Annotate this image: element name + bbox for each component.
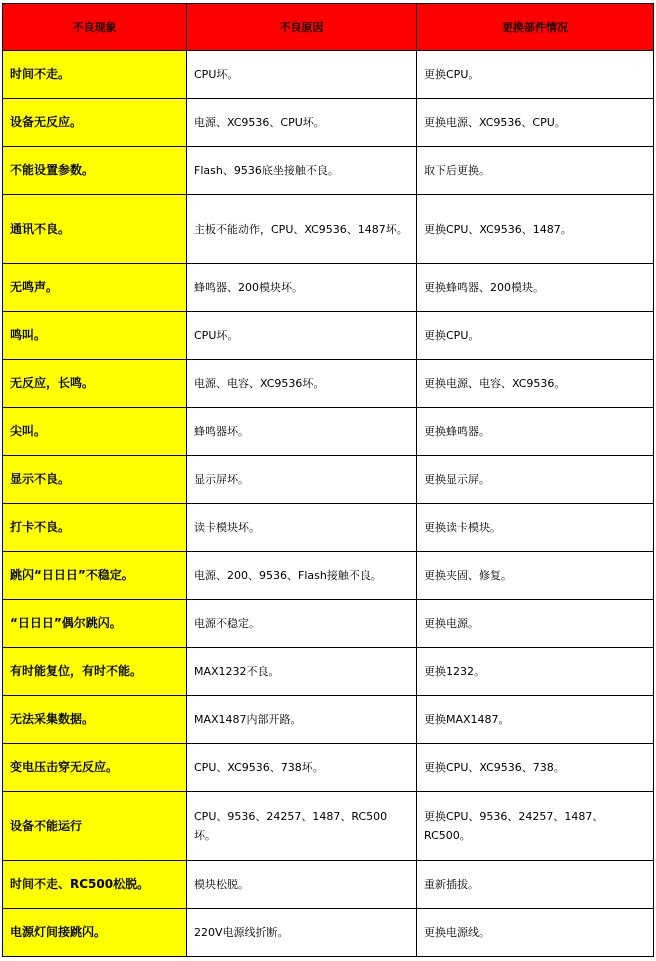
fix-cell: 更换CPU。 [417,51,654,99]
symptom-cell: 跳闪“日日日”不稳定。 [3,552,187,600]
table-row [3,408,654,456]
fix-cell: 更换蜂鸣器、200模块。 [417,264,654,312]
table-row [3,51,654,99]
table-row [3,147,654,195]
symptom-cell: 鸣叫。 [3,312,187,360]
cause-cell: CPU、XC9536、738坏。 [187,744,417,792]
fix-cell: 更换电源线。 [417,909,654,957]
symptom-cell: 无鸣声。 [3,264,187,312]
cause-cell: 220V电源线折断。 [187,909,417,957]
table-row [3,312,654,360]
symptom-cell: 有时能复位，有时不能。 [3,648,187,696]
fix-cell: 更换电源、电容、XC9536。 [417,360,654,408]
table-row [3,696,654,744]
symptom-cell: 设备不能运行 [3,792,187,861]
fix-cell: 重新插拔。 [417,861,654,909]
symptom-cell: 通讯不良。 [3,195,187,264]
symptom-cell: “日日日”偶尔跳闪。 [3,600,187,648]
cause-cell: 蜂鸣器、200模块坏。 [187,264,417,312]
cause-cell: 模块松脱。 [187,861,417,909]
fix-cell: 更换电源、XC9536、CPU。 [417,99,654,147]
table-row [3,861,654,909]
fix-cell: 更换CPU。 [417,312,654,360]
cause-cell: 主板不能动作，CPU、XC9536、1487坏。 [187,195,417,264]
symptom-cell: 变电压击穿无反应。 [3,744,187,792]
cause-cell: CPU坏。 [187,51,417,99]
table-row [3,99,654,147]
cause-cell: 读卡模块坏。 [187,504,417,552]
fix-cell: 更换蜂鸣器。 [417,408,654,456]
fix-cell: 更换显示屏。 [417,456,654,504]
table-row [3,909,654,957]
symptom-cell: 无法采集数据。 [3,696,187,744]
table-row [3,360,654,408]
symptom-cell: 电源灯间接跳闪。 [3,909,187,957]
fault-table [2,3,654,957]
table-row [3,600,654,648]
cause-cell: 电源、电容、XC9536坏。 [187,360,417,408]
fix-cell: 更换读卡模块。 [417,504,654,552]
table-row [3,648,654,696]
symptom-cell: 不能设置参数。 [3,147,187,195]
symptom-cell: 设备无反应。 [3,99,187,147]
symptom-cell: 显示不良。 [3,456,187,504]
symptom-cell: 打卡不良。 [3,504,187,552]
table-row [3,195,654,264]
cause-cell: MAX1232不良。 [187,648,417,696]
fix-cell: 更换MAX1487。 [417,696,654,744]
fix-cell: 取下后更换。 [417,147,654,195]
fix-cell: 更换CPU、XC9536、738。 [417,744,654,792]
cause-cell: 电源、XC9536、CPU坏。 [187,99,417,147]
header-symptom: 不良现象 [3,4,187,51]
symptom-cell: 尖叫。 [3,408,187,456]
fix-cell: 更换1232。 [417,648,654,696]
table-row [3,456,654,504]
symptom-cell: 无反应，长鸣。 [3,360,187,408]
symptom-cell: 时间不走。 [3,51,187,99]
fix-cell: 更换CPU、9536、24257、1487、RC500。 [417,792,654,861]
cause-cell: CPU、9536、24257、1487、RC500坏。 [187,792,417,861]
header-fix: 更换部件情况 [417,4,654,51]
table-row [3,504,654,552]
fix-cell: 更换夹固、修复。 [417,552,654,600]
fix-cell: 更换CPU、XC9536、1487。 [417,195,654,264]
cause-cell: CPU坏。 [187,312,417,360]
cause-cell: 蜂鸣器坏。 [187,408,417,456]
symptom-cell: 时间不走、RC500松脱。 [3,861,187,909]
cause-cell: 电源不稳定。 [187,600,417,648]
table-row [3,552,654,600]
fix-cell: 更换电源。 [417,600,654,648]
table-row [3,792,654,861]
table-row [3,264,654,312]
cause-cell: Flash、9536底坐接触不良。 [187,147,417,195]
header-row [3,4,654,51]
header-cause: 不良原因 [187,4,417,51]
cause-cell: 电源、200、9536、Flash接触不良。 [187,552,417,600]
cause-cell: MAX1487内部开路。 [187,696,417,744]
cause-cell: 显示屏坏。 [187,456,417,504]
table-row [3,744,654,792]
